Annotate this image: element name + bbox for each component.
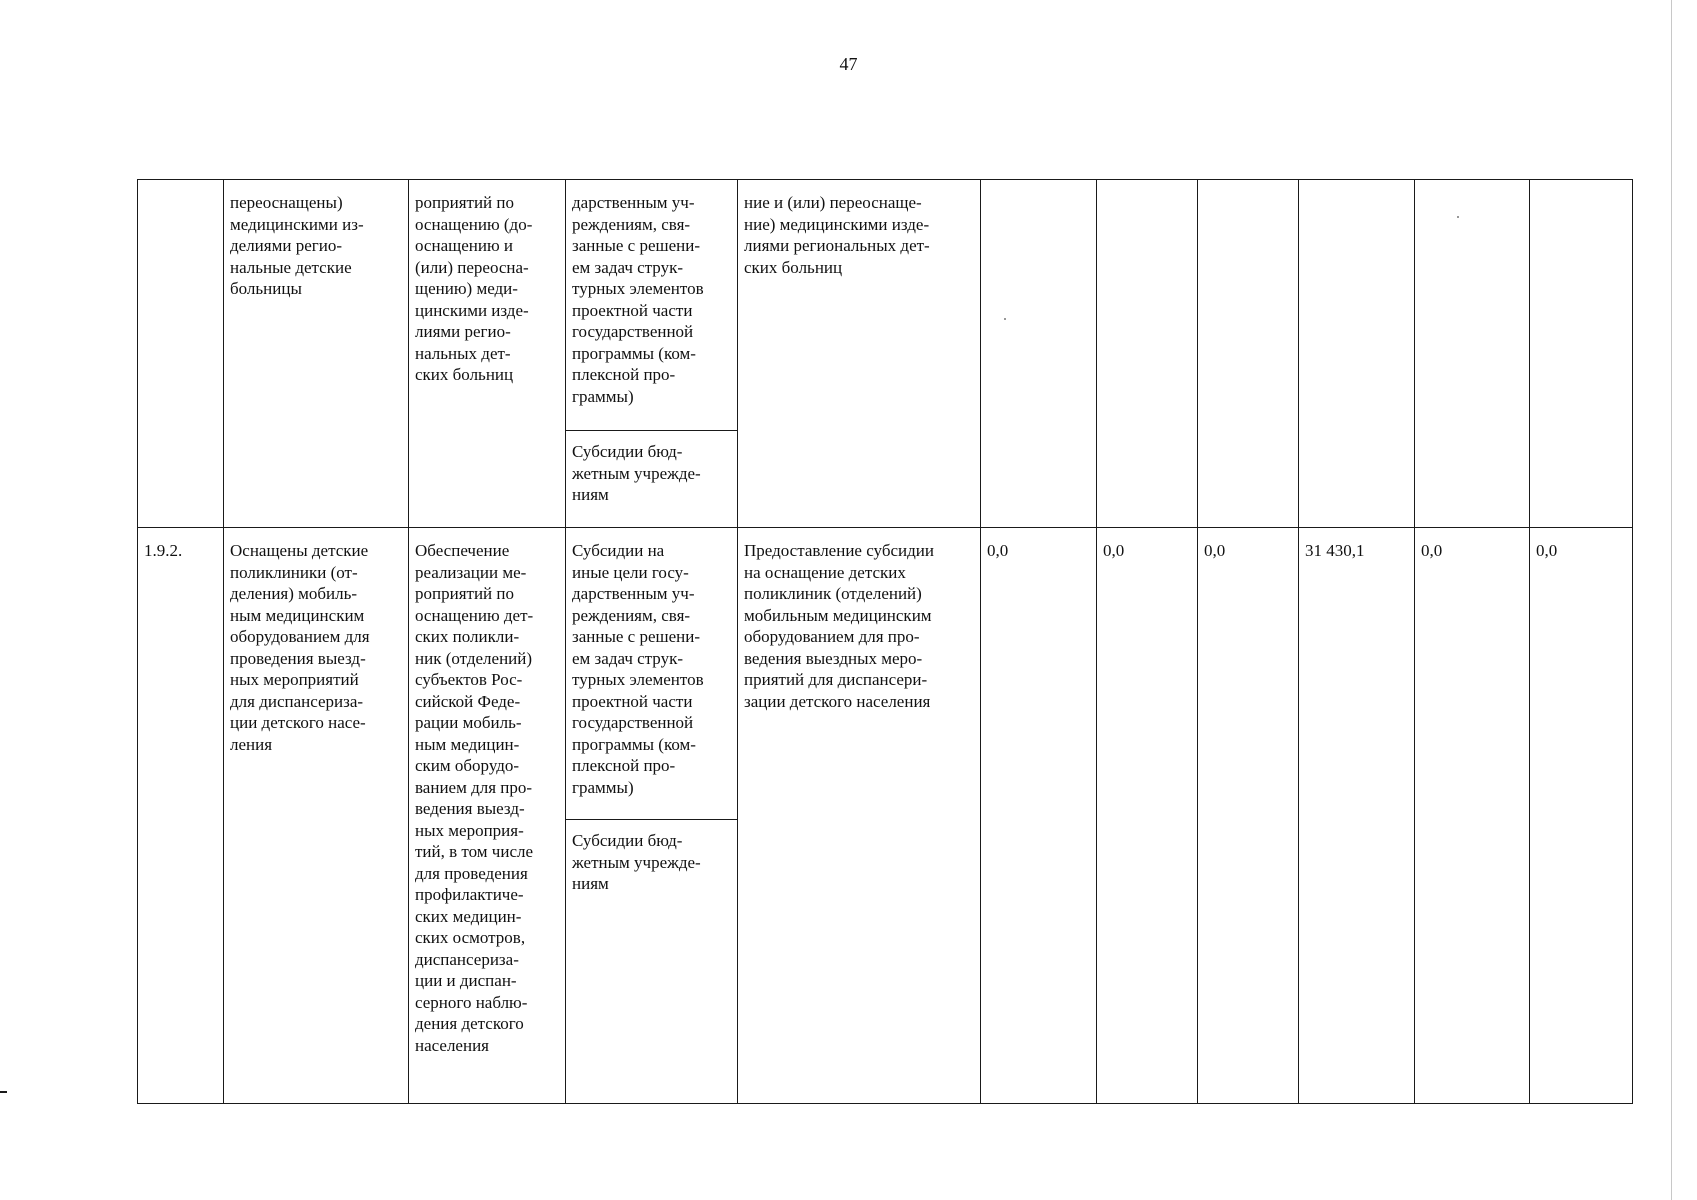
text-line: мобильным медицинским (744, 605, 932, 625)
scan-speck (1457, 216, 1459, 218)
text-line: ских поликли- (415, 627, 520, 646)
text-line: медицинскими из- (230, 214, 364, 234)
text-line: для диспансериза- (230, 691, 364, 711)
text-line: программы (ком- (572, 734, 696, 754)
text-line: дарственным уч- (572, 584, 695, 603)
text-line: ских медицин- (415, 906, 522, 926)
text-line: диспансериза- (415, 949, 519, 969)
text-line: реждениям, свя- (572, 214, 691, 234)
value-cell: 0,0 (1415, 528, 1530, 1104)
text-line: дарственным уч- (572, 193, 695, 212)
value-cell (1299, 180, 1415, 528)
text-line: плексной про- (572, 365, 676, 384)
text-line: нальных дет- (415, 343, 511, 363)
text-line: оснащению (до- (415, 214, 533, 234)
row-number-cell: 1.9.2. (138, 528, 224, 1104)
text-line: оснащению дет- (415, 605, 534, 625)
text-line: роприятий по (415, 193, 514, 212)
text-line: приятий для диспансери- (744, 670, 928, 689)
text-line: программы (ком- (572, 343, 696, 363)
text-line: иные цели госу- (572, 562, 689, 582)
text-line: ных мероприятий (230, 670, 359, 689)
text-line: ления (230, 734, 273, 754)
funding-type-bottom (566, 820, 737, 899)
text-line: поликлиник (отделений) (744, 584, 922, 603)
text-line: лиями регио- (415, 322, 511, 341)
text-line: ем задач струк- (572, 648, 684, 668)
text-line: больницы (230, 279, 302, 298)
text-line: деления) мобиль- (230, 584, 358, 603)
text-line: реализации ме- (415, 562, 527, 582)
text-line: цинскими изде- (415, 300, 529, 320)
value-cell: 0,0 (1198, 528, 1299, 1104)
description-cell (738, 528, 981, 1104)
text-line: дения детского (415, 1014, 524, 1033)
text-line: ведения выезд- (415, 799, 525, 818)
text-line: ских больниц (415, 365, 514, 384)
text-line: граммы) (572, 386, 634, 406)
funding-type-cell (566, 180, 738, 528)
text-line: государственной (572, 713, 694, 732)
text-line: жетным учрежде- (572, 463, 701, 483)
text-line: ниям (572, 485, 609, 504)
text-line: ние и (или) переоснаще- (744, 193, 922, 212)
text-line: населения (415, 1035, 489, 1055)
funding-type-top (566, 528, 737, 820)
text-line: ем задач струк- (572, 257, 684, 277)
text-line: тий, в том числе (415, 842, 534, 861)
value-cell: 0,0 (1097, 528, 1198, 1104)
text-line: субъектов Рос- (415, 670, 523, 689)
activity-cell (409, 180, 566, 528)
text-line: нальные детские (230, 257, 352, 277)
text-line: сийской Феде- (415, 691, 521, 711)
text-line: Предоставление субсидии (744, 541, 934, 560)
text-line: турных элементов (572, 670, 704, 689)
row-number-cell (138, 180, 224, 528)
text-line: ным медицинским (230, 605, 365, 625)
text-line: щению) меди- (415, 279, 518, 298)
text-line: ских больниц (744, 257, 843, 277)
funding-type-bottom (566, 431, 737, 510)
text-line: роприятий по (415, 584, 514, 603)
text-line: профилактиче- (415, 885, 524, 904)
text-line: Обеспечение (415, 541, 510, 560)
text-line: на оснащение детских (744, 562, 906, 582)
text-line: Субсидии бюд- (572, 831, 683, 850)
text-line: для проведения (415, 863, 528, 883)
text-line: ции и диспан- (415, 971, 517, 990)
scan-mark (0, 1091, 7, 1093)
funding-type-cell (566, 528, 738, 1104)
table-row (138, 528, 1633, 1104)
value-cell (1530, 180, 1633, 528)
value-cell (1198, 180, 1299, 528)
budget-table (137, 179, 1633, 1104)
text-line: ведения выездных меро- (744, 648, 923, 668)
text-line: поликлиники (от- (230, 562, 358, 582)
text-line: ских осмотров, (415, 928, 526, 947)
value-cell: 0,0 (1530, 528, 1633, 1104)
text-line: ниям (572, 874, 609, 893)
text-line: Субсидии бюд- (572, 442, 683, 461)
text-line: ных мероприя- (415, 820, 524, 840)
text-line: занные с решени- (572, 627, 701, 646)
page-number: 47 (839, 54, 858, 74)
text-line: серного наблю- (415, 992, 528, 1012)
text-line: оборудованием для (230, 627, 370, 646)
text-line: плексной про- (572, 756, 676, 775)
text-line: (или) переосна- (415, 257, 529, 277)
text-line: проектной части (572, 691, 693, 711)
value-cell: 31 430,1 (1299, 528, 1415, 1104)
text-line: турных элементов (572, 279, 704, 298)
funding-type-top (566, 180, 737, 431)
text-line: Субсидии на (572, 541, 665, 560)
text-line: ции детского насе- (230, 713, 366, 732)
text-line: рации мобиль- (415, 713, 522, 732)
text-line: переоснащены) (230, 193, 343, 212)
result-cell (224, 528, 409, 1104)
text-line: государственной (572, 322, 694, 341)
text-line: ние) медицинскими изде- (744, 214, 930, 234)
activity-cell (409, 528, 566, 1104)
scan-edge-line (1671, 0, 1672, 1200)
text-line: жетным учрежде- (572, 852, 701, 872)
scan-speck (1004, 318, 1006, 320)
text-line: ник (отделений) (415, 648, 533, 668)
text-line: делиями регио- (230, 236, 342, 255)
text-line: реждениям, свя- (572, 605, 691, 625)
text-line: проектной части (572, 300, 693, 320)
text-line: ским оборудо- (415, 756, 520, 775)
text-line: ным медицин- (415, 734, 520, 754)
value-cell (981, 180, 1097, 528)
text-line: оборудованием для про- (744, 627, 920, 646)
result-cell (224, 180, 409, 528)
text-line: Оснащены детские (230, 541, 369, 560)
value-cell: 0,0 (981, 528, 1097, 1104)
description-cell (738, 180, 981, 528)
value-cell (1097, 180, 1198, 528)
value-cell (1415, 180, 1530, 528)
text-line: ванием для про- (415, 777, 533, 797)
text-line: занные с решени- (572, 236, 701, 255)
text-line: зации детского населения (744, 691, 931, 711)
text-line: граммы) (572, 777, 634, 797)
text-line: проведения выезд- (230, 648, 366, 668)
text-line: оснащению и (415, 236, 513, 255)
text-line: лиями региональных дет- (744, 236, 930, 255)
table-row (138, 180, 1633, 528)
